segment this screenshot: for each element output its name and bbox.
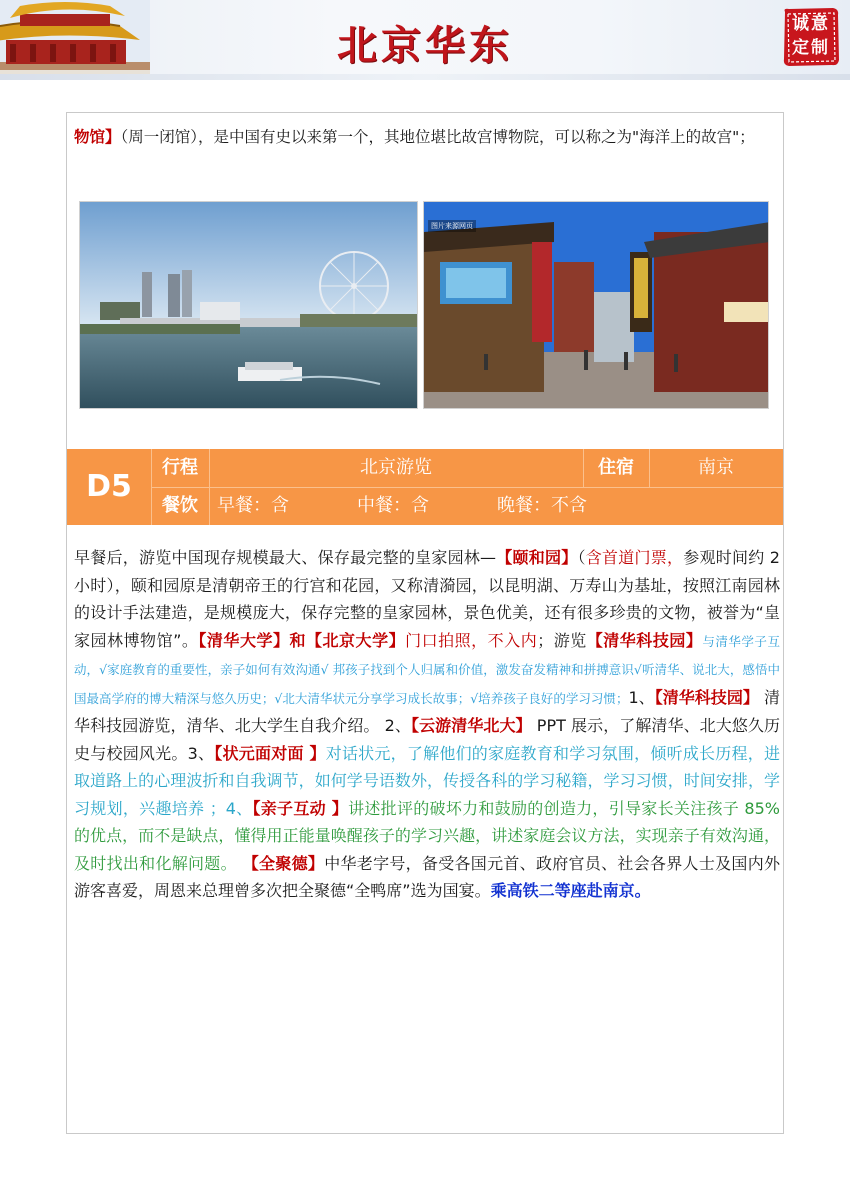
attraction-summer-palace: 【颐和园】 bbox=[496, 548, 578, 567]
breakfast-value: 早餐：含 bbox=[217, 495, 289, 516]
text-run: 早餐后，游览中国现存规模最大、保存最完整的皇家园林— bbox=[74, 548, 497, 567]
day-header-table bbox=[67, 449, 783, 525]
photo-ancient-culture-street bbox=[423, 201, 769, 409]
ticket-note: 含首道门票， bbox=[585, 548, 684, 567]
header-divider bbox=[0, 74, 850, 80]
day-description bbox=[74, 544, 780, 905]
photo-watermark: 图片来源网页 bbox=[428, 220, 476, 232]
old-street-image bbox=[424, 202, 769, 409]
text-run: （ bbox=[577, 548, 586, 567]
photo-tianjin-eye bbox=[79, 201, 418, 409]
item-parent-child: 【亲子互动 】 bbox=[252, 798, 349, 818]
intro-text: （周一闭馆），是中国有史以来第一个，其地位堪比故宫博物院，可以称之为"海洋上的故宫"； bbox=[120, 128, 755, 146]
meals-label: 餐饮 bbox=[162, 495, 198, 516]
page-header bbox=[0, 0, 850, 80]
restaurant-quanjude: 【全聚德】 bbox=[236, 853, 325, 873]
seal-line-1: 诚意 bbox=[792, 14, 830, 34]
item-top-scholar: 【状元面对面 】 bbox=[214, 743, 326, 763]
text-run: 1、 bbox=[628, 687, 655, 707]
attraction-universities: 【清华大学】和【北京大学】 bbox=[198, 630, 406, 650]
stay-value: 南京 bbox=[698, 457, 734, 478]
day-number: D5 bbox=[86, 469, 132, 504]
item-cloud-tour: 【云游清华北大】 bbox=[411, 716, 532, 735]
item-tsinghua-park: 【清华科技园】 bbox=[654, 687, 759, 707]
text-run: 参观时间约 2 小时），颐和园原是清朝帝王的行宫和花园，又称清漪园，以昆明湖、万寿山为基址，按照江南园林的设计手法建造，是规模庞大，保存完整的皇家园林，景色优美，还有很多珍贵的文物，被誉为“皇家园林博物馆”。 bbox=[74, 548, 780, 650]
stay-label: 住宿 bbox=[598, 457, 634, 478]
photo-only-note: 门口拍照，不入内 bbox=[405, 630, 538, 650]
transport-note: 乘高铁二等座赴南京。 bbox=[490, 881, 651, 900]
intro-lead: 物馆】 bbox=[74, 128, 121, 146]
brand-title: 北京华东 bbox=[337, 22, 513, 69]
itinerary-value: 北京游览 bbox=[360, 457, 432, 478]
seal-text bbox=[781, 12, 841, 60]
text-run: ；游览 bbox=[537, 630, 587, 650]
attraction-tsinghua-park: 【清华科技园】 bbox=[586, 630, 703, 650]
palace-roof-image bbox=[0, 0, 150, 80]
quanjude-description: 中华老字号，备受各国元首、政府官员、社会各界人士及国内外游客喜爱，周恩来总理曾多次把全聚德“全鸭席”选为国宴。 bbox=[74, 853, 780, 900]
text-run: 清华科技园游览，清华、北大学生自我介绍。 2、 bbox=[74, 687, 780, 735]
lunch-value: 中餐：含 bbox=[357, 495, 429, 516]
seal-line-2: 定制 bbox=[792, 38, 830, 58]
text-run: PPT 展示，了解清华、北大悠久历史与校园风光。3、 bbox=[74, 716, 780, 763]
top-scholar-details: 对话状元，了解他们的家庭教育和学习氛围，倾听成长历程，进取道路上的心理波折和自我调节，如何学号语数外，传授各科的学习秘籍，学习习惯，时间安排，学习规划，兴趣培养 ；4、 bbox=[74, 743, 780, 818]
itinerary-label: 行程 bbox=[162, 457, 198, 478]
ferris-wheel-river-image bbox=[80, 202, 418, 409]
dinner-value: 晚餐：不含 bbox=[497, 495, 587, 516]
activity-highlights: 与清华学子互动，√家庭教育的重要性，亲子如何有效沟通√ 邦孩子找到个人归属和价值，激发奋发精神和拼搏意识√听清华、说北大，感悟中国最高学府的博大精深与悠久历史；√北大清华状元分享学习成长故事；√培养孩子良好的学习习惯； bbox=[74, 633, 780, 706]
intro-paragraph bbox=[74, 124, 774, 151]
parent-child-details: 讲述批评的破坏力和鼓励的创造力，引导家长关注孩子 85%的优点，而不是缺点，懂得用正能量唤醒孩子的学习兴趣，讲述家庭会议方法，实现亲子有效沟通，及时找出和化解问题。 bbox=[74, 798, 780, 873]
